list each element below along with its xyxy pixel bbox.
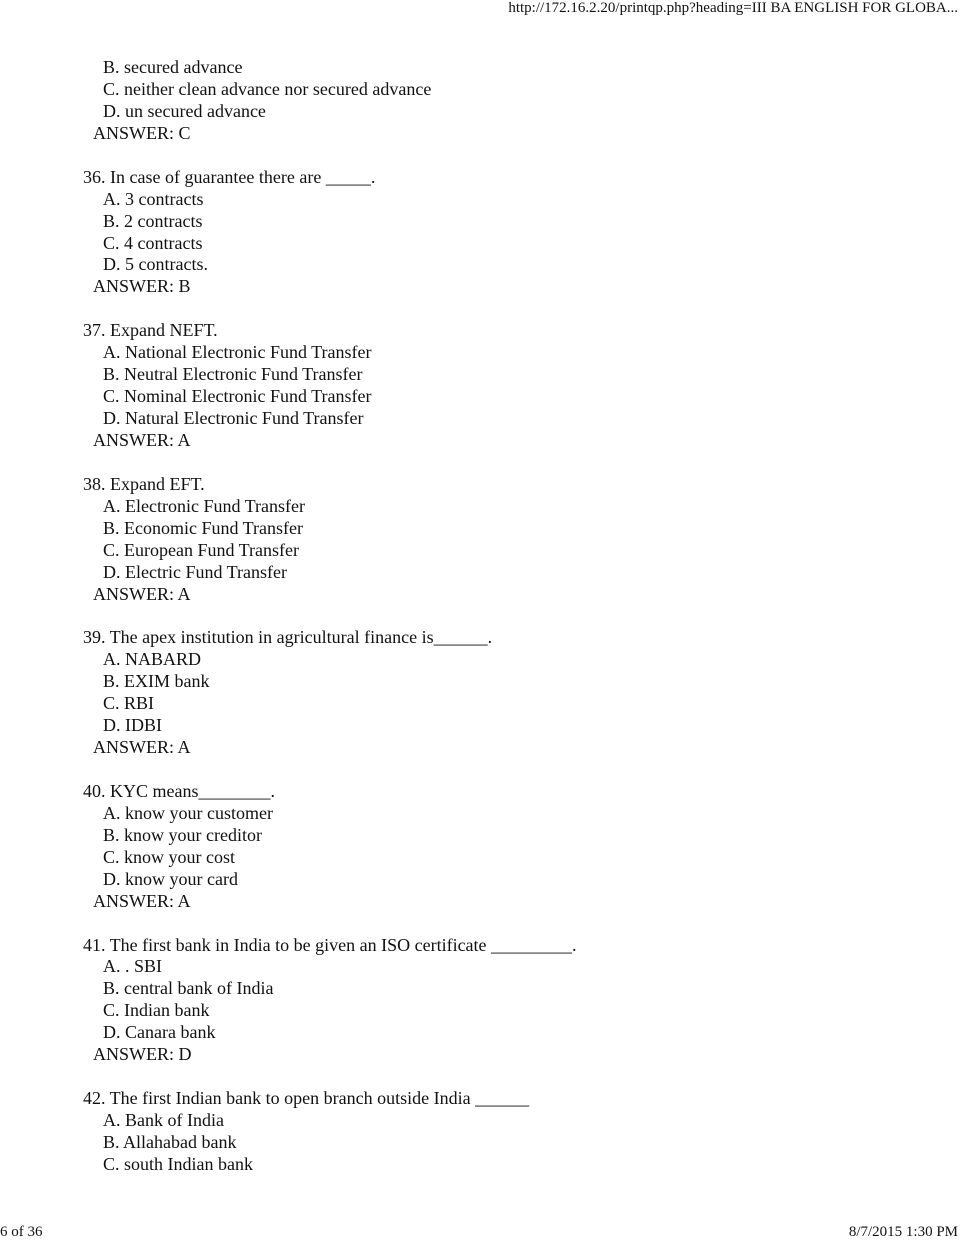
answer-option: A. National Electronic Fund Transfer	[103, 342, 372, 363]
answer-key: ANSWER: C	[93, 122, 191, 143]
answer-option: C. south Indian bank	[103, 1153, 253, 1174]
answer-key: ANSWER: A	[93, 583, 191, 604]
question-block	[0, 1088, 960, 1176]
print-timestamp: 8/7/2015 1:30 PM	[848, 1224, 958, 1240]
page-counter: 6 of 36	[0, 1224, 43, 1240]
question-text: 41. The first bank in India to be given an ISO certificate _________.	[83, 934, 577, 955]
answer-option: C. Indian bank	[103, 1000, 210, 1021]
answer-option: B. 2 contracts	[103, 210, 203, 231]
answer-option: D. IDBI	[103, 715, 162, 736]
answer-option: D. 5 contracts.	[103, 254, 208, 275]
answer-option: D. Canara bank	[103, 1022, 216, 1043]
question-text: 42. The first Indian bank to open branch outside India ______	[83, 1088, 530, 1109]
answer-option: C. know your cost	[103, 846, 235, 867]
answer-option: C. neither clean advance nor secured advance	[103, 78, 432, 99]
question-block	[0, 474, 960, 606]
answer-option: A. know your customer	[103, 802, 273, 823]
question-text: 36. In case of guarantee there are _____.	[83, 166, 376, 187]
answer-option: C. 4 contracts	[103, 232, 203, 253]
answer-option: D. know your card	[103, 868, 238, 889]
answer-option: C. European Fund Transfer	[103, 539, 299, 560]
question-block	[0, 781, 960, 913]
answer-option: C. RBI	[103, 693, 155, 714]
answer-option: B. Allahabad bank	[103, 1131, 237, 1152]
answer-option: B. know your creditor	[103, 824, 262, 845]
answer-option: D. Natural Electronic Fund Transfer	[103, 408, 364, 428]
answer-option: A. NABARD	[103, 649, 202, 670]
answer-key: ANSWER: A	[93, 737, 191, 758]
answer-option: A. Electronic Fund Transfer	[103, 495, 305, 516]
question-text: 38. Expand EFT.	[83, 473, 205, 494]
answer-option: A. Bank of India	[103, 1110, 224, 1130]
answer-option: B. Neutral Electronic Fund Transfer	[103, 364, 363, 385]
answer-key: ANSWER: A	[93, 890, 191, 911]
question-block	[0, 320, 960, 452]
question-text: 39. The apex institution in agricultural finance is______.	[83, 627, 493, 648]
answer-key: ANSWER: A	[93, 429, 191, 450]
question-text: 40. KYC means________.	[83, 780, 275, 801]
answer-option: A. 3 contracts	[103, 188, 204, 209]
answer-option: B. EXIM bank	[103, 671, 210, 692]
answer-option: B. central bank of India	[103, 978, 274, 999]
answer-option: B. secured advance	[103, 57, 243, 77]
question-text: 37. Expand NEFT.	[83, 320, 218, 341]
answer-option: B. Economic Fund Transfer	[103, 517, 303, 538]
question-block-continued	[0, 57, 960, 145]
question-block	[0, 935, 960, 1067]
question-block	[0, 167, 960, 299]
answer-option: D. un secured advance	[103, 100, 266, 121]
answer-key: ANSWER: B	[93, 276, 191, 297]
question-paper-body	[0, 57, 960, 1176]
question-block	[0, 627, 960, 759]
print-header-url: http://172.16.2.20/printqp.php?heading=III BA ENGLISH FOR GLOBA...	[508, 0, 958, 16]
answer-option: D. Electric Fund Transfer	[103, 561, 287, 582]
answer-option: C. Nominal Electronic Fund Transfer	[103, 386, 372, 407]
answer-option: A. . SBI	[103, 956, 163, 977]
answer-key: ANSWER: D	[93, 1044, 192, 1065]
